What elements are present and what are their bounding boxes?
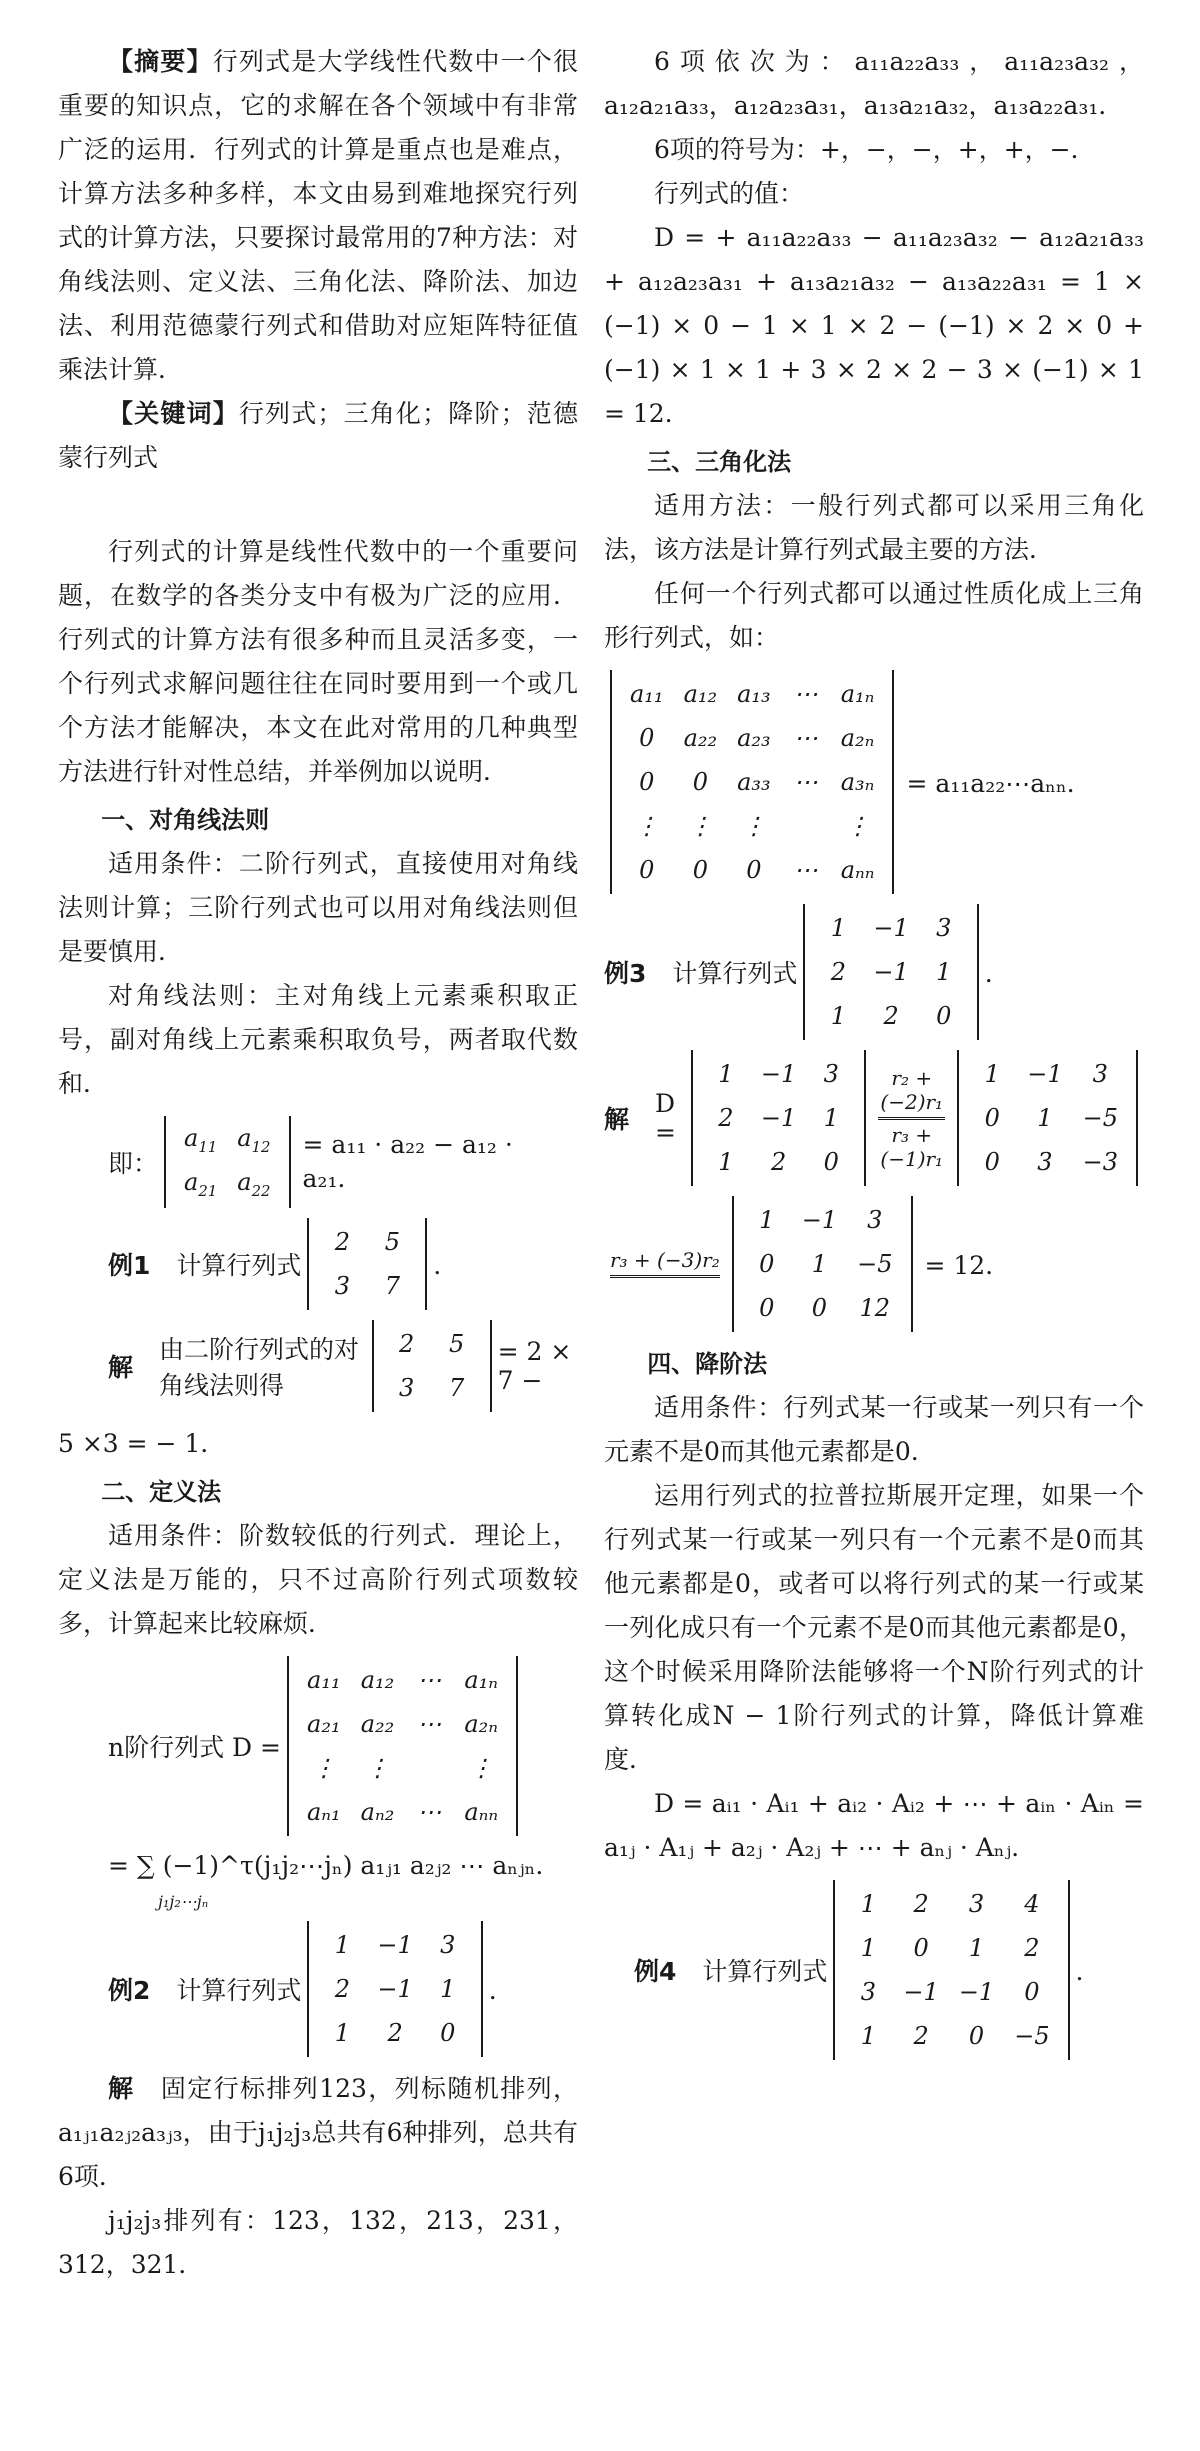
matrix-cell: −1 [760, 1104, 797, 1132]
matrix-cell: −5 [1014, 2022, 1050, 2050]
matrix-cell: 4 [1024, 1890, 1040, 1918]
example-3-text: 计算行列式 [672, 959, 798, 988]
matrix-cell: ⋯ [793, 680, 818, 708]
section-2-sum-expr: = ∑ (−1)^τ(j₁j₂⋯jₙ) a₁ⱼ₁ a₂ⱼ₂ ⋯ aₙⱼₙ． [108, 1851, 561, 1880]
section-2-heading: 二、定义法 [101, 1478, 222, 1506]
section-3-heading: 三、三角化法 [647, 448, 792, 476]
abstract-paragraph [58, 40, 578, 392]
example-4-matrix [833, 1880, 1069, 2060]
formula-lead: 即： [108, 1149, 159, 1178]
row-operation-1 [878, 1066, 945, 1171]
matrix-cell: 1 [759, 1206, 775, 1234]
matrix-cell: a₁₁ [307, 1666, 341, 1694]
intro-paragraph: 行列式的计算是线性代数中的一个重要问题，在数学的各类分支中有极为广泛的应用．行列式的计算方法有很多种而且灵活多变，一个行列式求解问题往往在同时要用到一个或几个方法才能解决，本文在此对常用的几种典型方法进行针对性总结，并举例加以说明． [58, 537, 578, 786]
matrix-cell: −1 [1027, 1060, 1063, 1088]
example-2-label: 例2 [108, 1976, 151, 2005]
matrix-cell: 1 [860, 1934, 877, 1962]
matrix-cell: a₃ₙ [840, 768, 875, 796]
matrix-cell: 3 [867, 1206, 883, 1234]
keywords-tag: 【关键词】 [108, 399, 239, 428]
matrix-cell: aₙₙ [840, 856, 875, 884]
matrix-cell: −1 [377, 1975, 413, 2003]
abstract-tag: 【摘要】 [108, 47, 213, 76]
matrix-cell: 1 [860, 1890, 877, 1918]
example-2-solution-label: 解 [108, 2074, 135, 2103]
section-2-sum-sub: j₁j₂⋯jₙ [158, 1892, 209, 1911]
matrix-cell: 2 [913, 1890, 929, 1918]
matrix-cell: 1 [860, 2022, 877, 2050]
matrix-cell: −1 [377, 1931, 413, 1959]
matrix-cell: −5 [1082, 1104, 1118, 1132]
matrix-cell: ⋯ [417, 1798, 442, 1826]
example-1: 例1 计算行列式 2 5 3 7 ． [108, 1218, 578, 1310]
matrix-cell: 1 [440, 1975, 456, 2003]
matrix-cell: 3 [936, 914, 952, 942]
example-4-tail: ． [1075, 1957, 1101, 1986]
section-2-condition: 适用条件：阶数较低的行列式．理论上，定义法是万能的，只不过高阶行列式项数较多，计算起来比较麻烦． [58, 1521, 578, 1638]
matrix-cell: ⋯ [793, 856, 818, 884]
matrix-cell: 2 [1024, 1934, 1040, 1962]
matrix-cell: −5 [857, 1250, 893, 1278]
row-operation-2-label: r₃ + (−3)r₂ [610, 1247, 720, 1272]
matrix-cell: aₙ₁ [307, 1798, 341, 1826]
matrix-cell: 1 [936, 958, 952, 986]
matrix-cell: ⋯ [793, 724, 818, 752]
example-4-label: 例4 [634, 1957, 677, 1986]
matrix-cell: a₂ₙ [840, 724, 875, 752]
example-3-solution-label: 解 [604, 1105, 630, 1134]
matrix-cell: −1 [903, 1978, 939, 2006]
example-1-solution-label: 解 [108, 1353, 134, 1382]
matrix-cell: 1 [968, 1934, 985, 1962]
matrix-cell: a₁ₙ [464, 1666, 499, 1694]
matrix-cell: 7 [384, 1272, 401, 1300]
matrix-cell: 3 [398, 1374, 415, 1402]
left-column [58, 40, 578, 2287]
matrix-cell: 2 [718, 1104, 734, 1132]
example-1-label: 例1 [108, 1251, 151, 1280]
matrix-cell: 0 [968, 2022, 985, 2050]
keywords-text: 行列式；三角化；降阶；范德蒙行列式 [58, 399, 578, 472]
matrix-cell: 2 [913, 2022, 929, 2050]
example-2-matrix [307, 1921, 482, 2057]
example-1-solution-tail: = 2 × 7 − [497, 1337, 572, 1395]
example-3-step2-matrix [732, 1196, 913, 1332]
example-1-solution-text: 由二阶行列式的对角线法则得 [159, 1335, 360, 1400]
matrix-cell: 1 [718, 1060, 734, 1088]
matrix-cell: 0 [639, 856, 655, 884]
matrix-cell: a₂₂ [683, 724, 718, 752]
value-formula: D = + a₁₁a₂₂a₃₃ − a₁₁a₂₃a₃₂ − a₁₂a₂₁a₃₃ + a₁₂a₂₃a₃₁ + a₁₃a₂₁a₃₂ − a₁₃a₂₂a₃₁ = 1 × (−1) × 0 − 1 × 1 × 2 − (−1) × 2 × 0 + (−1) × 1 × 1 + 3 × 2 × 2 − 3 × (−1) × 1 = 12． [604, 223, 1144, 428]
matrix-cell: 2 [398, 1330, 415, 1358]
matrix-cell: aₙ₂ [360, 1798, 395, 1826]
example-2-permutations: j₁j₂j₃排列有：123，132，213，231，312，321． [58, 2206, 578, 2279]
matrix-cell: 1 [811, 1250, 828, 1278]
section-4-desc: 运用行列式的拉普拉斯展开定理，如果一个行列式某一行或某一列只有一个元素不是0而其他元素都是0，或者可以将行列式的某一行或某一列化成只有一个元素不是0而其他元素都是0，这个时候采用降阶法能够将一个N阶行列式的计算转化成N − 1阶行列式的计算，降低计算难度． [604, 1481, 1144, 1774]
matrix-cell: a₂₂ [360, 1710, 395, 1738]
matrix-cell: ⋮ [634, 812, 659, 840]
matrix-cell: a₁₁ [630, 680, 664, 708]
example-3-label: 例3 [604, 959, 647, 988]
matrix-cell: a₁ₙ [840, 680, 875, 708]
matrix-cell: 0 [1024, 1978, 1040, 2006]
example-3-step1-matrix [957, 1050, 1138, 1186]
section-1-formula [108, 1116, 578, 1208]
matrix-cell: 3 [823, 1060, 839, 1088]
matrix-cell: 1 [823, 1104, 839, 1132]
matrix-cell: 2 [334, 1228, 351, 1256]
matrix-cell: ⋮ [688, 812, 713, 840]
matrix-cell: 2 [770, 1148, 787, 1176]
matrix-cell: 0 [936, 1002, 952, 1030]
matrix-cell: 0 [746, 856, 762, 884]
abstract-text: 行列式是大学线性代数中一个很重要的知识点，它的求解在各个领域中有非常广泛的运用．行列式的计算是重点也是难点，计算方法多种多样，本文由易到难地探究行列式的计算方法，只要探讨最常用的7种方法：对角线法则、定义法、三角化法、降阶法、加边法、利用范德蒙行列式和借助对应矩阵特征值乘法计算． [58, 47, 578, 384]
section-3-result: = a₁₁a₂₂⋯aₙₙ． [906, 769, 1092, 798]
matrix-cell: 2 [334, 1975, 351, 2003]
matrix-cell: 12 [859, 1294, 891, 1322]
row-operation-1-top: r₂ + (−2)r₁ [880, 1065, 944, 1114]
matrix-cell: 2 [387, 2019, 403, 2047]
matrix-cell: 0 [759, 1250, 775, 1278]
section-4-heading: 四、降阶法 [647, 1350, 768, 1378]
matrix-cell: a₁₂ [360, 1666, 395, 1694]
example-2: 例2 计算行列式 1 −1 3 2 −1 1 1 2 0 ． [108, 1921, 578, 2057]
matrix-cell: 1 [984, 1060, 1000, 1088]
example-3-solution [604, 1050, 1144, 1186]
matrix-cell: 3 [440, 1931, 456, 1959]
matrix-cell: a₂₁ [307, 1710, 341, 1738]
matrix-cell: 0 [823, 1148, 839, 1176]
matrix-cell: 0 [692, 768, 708, 796]
matrix-cell: 5 [448, 1330, 465, 1358]
matrix-cell: 3 [1037, 1148, 1053, 1176]
matrix-cell: 2 [883, 1002, 899, 1030]
matrix-cell: −1 [760, 1060, 797, 1088]
matrix-cell: 0 [440, 2019, 456, 2047]
matrix-cell: 0 [639, 768, 655, 796]
example-4 [634, 1880, 1144, 2060]
section-1-rule: 对角线法则：主对角线上元素乘积取正号，副对角线上元素乘积取负号，两者取代数和． [58, 981, 578, 1098]
keywords-paragraph [58, 392, 578, 480]
matrix-cell: a₂₃ [737, 724, 771, 752]
section-3-formula [604, 670, 1144, 894]
matrix-cell: −1 [873, 958, 909, 986]
section-1-heading: 一、对角线法则 [101, 806, 270, 834]
section-3-condition: 适用方法：一般行列式都可以采用三角化法，该方法是计算行列式最主要的方法． [604, 491, 1144, 564]
example-2-solution-text: 固定行标排列123，列标随机排列，a₁ⱼ₁a₂ⱼ₂a₃ⱼ₃，由于j₁j₂j₃总共有6种排列，总共有6项． [58, 2074, 578, 2191]
matrix-cell: 0 [639, 724, 655, 752]
example-3-solution-lead: D = [655, 1089, 676, 1147]
six-signs: 6项的符号为：+，−，−，+，+，−． [654, 135, 1096, 164]
section-2-lead: n阶行列式 D = [108, 1733, 281, 1762]
matrix-cell: aₙₙ [464, 1798, 499, 1826]
matrix-cell: ⋯ [417, 1710, 442, 1738]
matrix-cell: −3 [1082, 1148, 1118, 1176]
example-3-solution-matrix [691, 1050, 866, 1186]
matrix-cell: 0 [913, 1934, 929, 1962]
determinant-2x2: $a_{11}$ $a_{12}$ $a_{21}$ $a_{22}$ [164, 1116, 291, 1208]
matrix-cell: 0 [759, 1294, 775, 1322]
example-3: 例3 计算行列式 1 −1 3 2 −1 1 1 2 0 ． [604, 904, 1144, 1040]
matrix-cell: 1 [830, 1002, 847, 1030]
matrix-cell: 5 [384, 1228, 401, 1256]
matrix-cell [781, 804, 831, 848]
matrix-cell: 1 [830, 914, 847, 942]
section-3-matrix [610, 670, 894, 894]
matrix-cell: −1 [873, 914, 909, 942]
matrix-cell [404, 1746, 454, 1790]
example-1-solution [108, 1320, 578, 1412]
matrix-cell: 3 [1092, 1060, 1108, 1088]
matrix-cell: 2 [830, 958, 847, 986]
matrix-cell: −1 [958, 1978, 995, 2006]
matrix-cell: 1 [718, 1148, 734, 1176]
value-label: 行列式的值： [654, 179, 805, 208]
matrix-cell: a₁₂ [683, 680, 718, 708]
example-3-matrix [803, 904, 978, 1040]
section-2-sum [108, 1846, 578, 1882]
matrix-cell: a₁₃ [737, 680, 771, 708]
matrix-cell: ⋯ [793, 768, 818, 796]
matrix-cell: 1 [334, 2019, 351, 2047]
matrix-cell: −1 [801, 1206, 838, 1234]
section-2-definition [108, 1656, 578, 1836]
section-3-desc: 任何一个行列式都可以通过性质化成上三角形行列式，如： [604, 579, 1144, 652]
example-2-text: 计算行列式 [176, 1976, 302, 2005]
example-3-step2 [604, 1196, 1144, 1332]
formula-tail: = a₁₁ · a₂₂ − a₁₂ · a₂₁． [302, 1129, 513, 1193]
matrix-cell: 0 [811, 1294, 828, 1322]
matrix-cell: 1 [1037, 1104, 1053, 1132]
section-1-condition: 适用条件：二阶行列式，直接使用对角线法则计算；三阶行列式也可以用对角线法则但是要慎用． [58, 849, 578, 966]
section-2-matrix [287, 1656, 518, 1836]
matrix-cell: a₃₃ [737, 768, 771, 796]
example-3-result: = 12． [924, 1251, 1011, 1280]
row-operation-2 [610, 1248, 720, 1281]
matrix-cell: 3 [334, 1272, 351, 1300]
matrix-cell: 1 [334, 1931, 351, 1959]
section-4-formula: D = aᵢ₁ · Aᵢ₁ + aᵢ₂ · Aᵢ₂ + ⋯ + aᵢₙ · Aᵢₙ = a₁ⱼ · A₁ⱼ + a₂ⱼ · A₂ⱼ + ⋯ + aₙⱼ · Aₙⱼ． [604, 1789, 1144, 1862]
matrix-cell: 0 [984, 1104, 1000, 1132]
example-4-text: 计算行列式 [702, 1957, 828, 1986]
matrix-cell: ⋮ [365, 1754, 390, 1782]
matrix-cell: ⋮ [845, 812, 870, 840]
matrix-cell: 7 [448, 1374, 465, 1402]
matrix-cell: 0 [984, 1148, 1000, 1176]
example-1-solution-cont: 5 ×3 = − 1． [58, 1429, 226, 1458]
six-terms: 6项依次为：a₁₁a₂₂a₃₃，a₁₁a₂₃a₃₂，a₁₂a₂₁a₃₃，a₁₂a₂₃a₃₁，a₁₃a₂₁a₃₂，a₁₃a₂₂a₃₁． [604, 47, 1144, 120]
matrix-cell: 3 [968, 1890, 985, 1918]
matrix-cell: ⋯ [417, 1666, 442, 1694]
example-1-solution-matrix [372, 1320, 492, 1412]
example-1-text: 计算行列式 [176, 1251, 302, 1280]
right-column [604, 40, 1144, 2070]
matrix-cell: ⋮ [311, 1754, 336, 1782]
matrix-cell: a₂ₙ [464, 1710, 499, 1738]
matrix-cell: ⋮ [469, 1754, 494, 1782]
example-2-solution [58, 2067, 578, 2199]
section-4-condition: 适用条件：行列式某一行或某一列只有一个元素不是0而其他元素都是0． [604, 1393, 1144, 1466]
matrix-cell: 0 [692, 856, 708, 884]
matrix-cell: ⋮ [741, 812, 766, 840]
matrix-cell: 3 [860, 1978, 877, 2006]
example-1-matrix [307, 1218, 427, 1310]
row-operation-1-bottom: r₃ + (−1)r₁ [880, 1122, 944, 1171]
